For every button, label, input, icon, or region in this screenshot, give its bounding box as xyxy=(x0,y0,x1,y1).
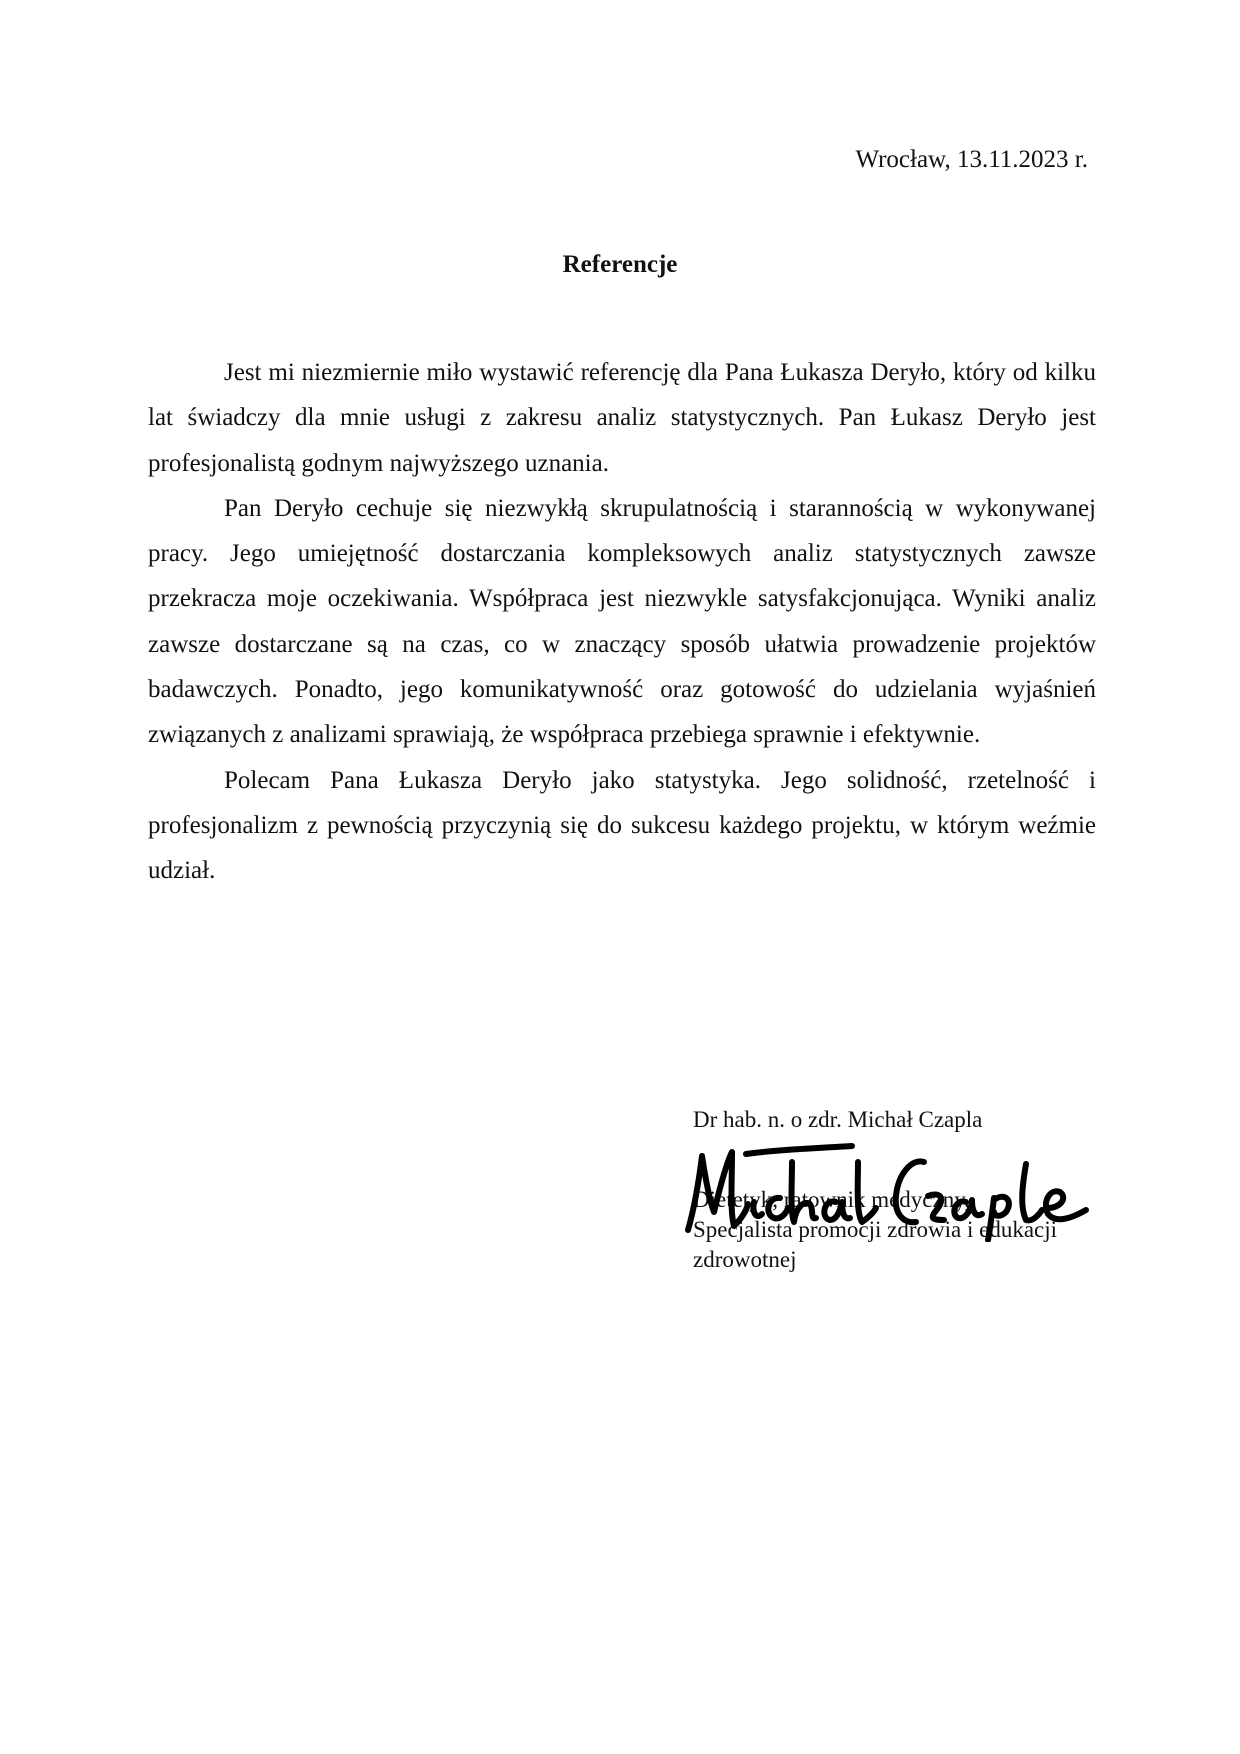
document-title: Referencje xyxy=(562,251,678,278)
paragraph: Pan Deryło cechuje się niezwykłą skrupulatnością i starannością w wykonywanej pracy. Jego umiejętność dostarczania kompleksowych analiz statystycznych zawsze przekracza moje oczekiwania. Współpraca jest niezwykle satysfakcjonująca. Wyniki analiz zawsze dostarczane są na czas, co w znaczący sposób ułatwia prowadzenie projektów badawczych. Ponadto, jego komunikatywność oraz gotowość do udzielania wyjaśnień związanych z analizami sprawiają, że współpraca przebiega sprawnie i efektywnie. xyxy=(148,494,1096,749)
signer-role-line: Dietetyk, ratownik medyczny, xyxy=(693,1187,970,1212)
signer-name: Dr hab. n. o zdr. Michał Czapla xyxy=(693,1107,983,1132)
handwritten-signature xyxy=(676,1142,1096,1242)
paragraph: Jest mi niezmiernie miło wystawić referencję dla Pana Łukasza Deryło, który od kilku lat świadczy dla mnie usługi z zakresu analiz statystycznych. Pan Łukasz Deryło jest profesjonalistą godnym najwyższego uznania. xyxy=(148,359,1096,477)
signer-role-line: Specjalista promocji zdrowia i edukacji xyxy=(693,1217,1058,1242)
signer-role-line: zdrowotnej xyxy=(693,1247,797,1272)
paragraph: Polecam Pana Łukasza Deryło jako statystyka. Jego solidność, rzetelność i profesjonalizm z pewnością przyczynią się do sukcesu każdego projektu, w którym weźmie udział. xyxy=(148,766,1096,885)
letter-body xyxy=(148,350,1096,894)
place-date: Wrocław, 13.11.2023 r. xyxy=(855,146,1088,173)
